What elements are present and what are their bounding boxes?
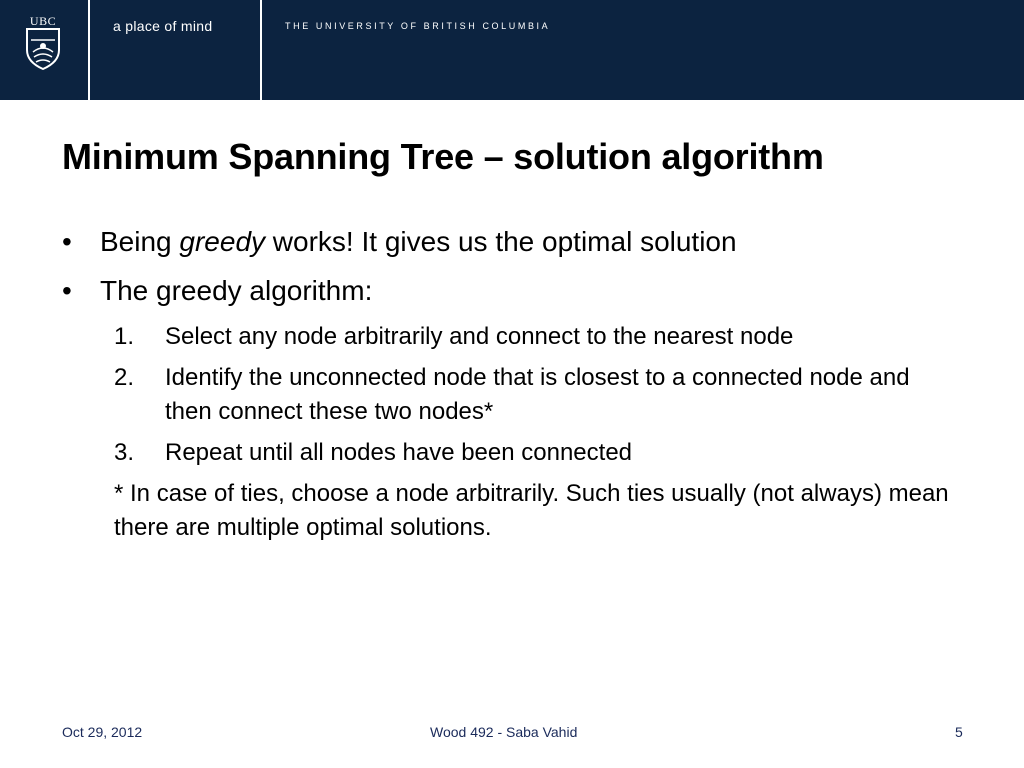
list-text: Select any node arbitrarily and connect to the nearest node	[165, 323, 794, 350]
crest-shield-icon	[22, 14, 64, 70]
header-divider	[260, 0, 262, 100]
bullet-item	[62, 222, 962, 271]
list-item	[114, 320, 954, 354]
bullet-dot: •	[62, 275, 72, 306]
crest-text: UBC	[29, 14, 57, 28]
bullet-text	[100, 222, 737, 262]
slide-title: Minimum Spanning Tree – solution algorithm	[62, 136, 824, 177]
bullet-list	[62, 222, 962, 320]
bullet-text-pre: Being	[100, 226, 180, 257]
ubc-crest-logo	[22, 14, 64, 70]
footer-center: Wood 492 - Saba Vahid	[430, 724, 578, 740]
bullet-item	[62, 271, 962, 320]
footer-date: Oct 29, 2012	[62, 724, 143, 740]
list-number: 1.	[114, 323, 135, 350]
list-number: 3.	[114, 439, 135, 466]
bullet-text: The greedy algorithm:	[100, 275, 373, 306]
header-banner	[0, 0, 1024, 100]
tagline: a place of mind	[113, 18, 213, 34]
list-text: Identify the unconnected node that is closest to a connected node and then connect these two nodes*	[165, 364, 910, 425]
header-divider	[88, 0, 90, 100]
list-item	[114, 436, 954, 470]
bullet-emphasis: greedy	[179, 226, 266, 257]
footnote: * In case of ties, choose a node arbitrarily. Such ties usually (not always) mean there are multiple optimal solutions.	[114, 480, 949, 541]
list-number: 2.	[114, 364, 135, 391]
list-item	[114, 361, 954, 429]
numbered-list	[114, 320, 954, 545]
bullet-dot: •	[62, 226, 72, 257]
bullet-text-post: works! It gives us the optimal solution	[265, 226, 737, 257]
university-name: THE UNIVERSITY OF BRITISH COLUMBIA	[285, 21, 551, 31]
page-number: 5	[955, 724, 963, 740]
list-text: Repeat until all nodes have been connected	[165, 439, 633, 466]
